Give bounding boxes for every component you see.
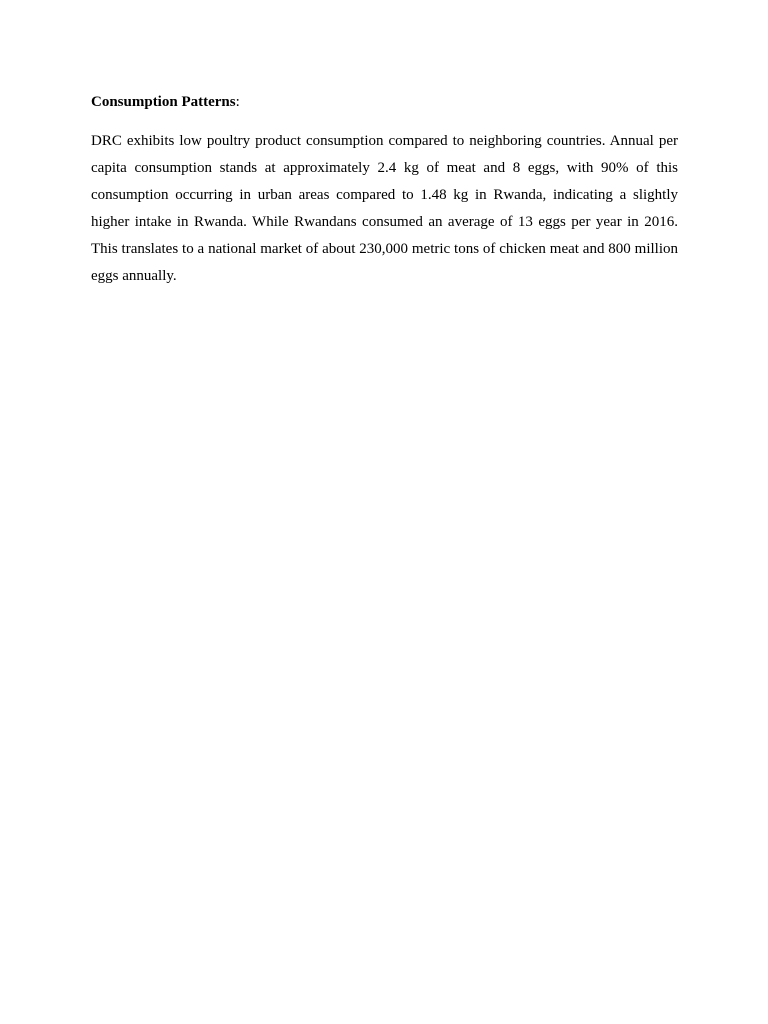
section-heading-text: Consumption Patterns [91, 94, 236, 110]
section-paragraph: DRC exhibits low poultry product consumption compared to neighboring countries. Annual per capita consumption stands at approximately 2.4 kg of meat and 8 eggs, with 90% of this consumption occurring in urban areas compared to 1.48 kg in Rwanda, indicating a slightly higher intake in Rwanda. While Rwandans consumed an average of 13 eggs per year in 2016. This translates to a national market of about 230,000 metric tons of chicken meat and 800 million eggs annually. [91, 133, 678, 284]
document-content [91, 92, 678, 290]
section-heading-colon: : [235, 94, 240, 110]
section-heading [91, 92, 678, 112]
